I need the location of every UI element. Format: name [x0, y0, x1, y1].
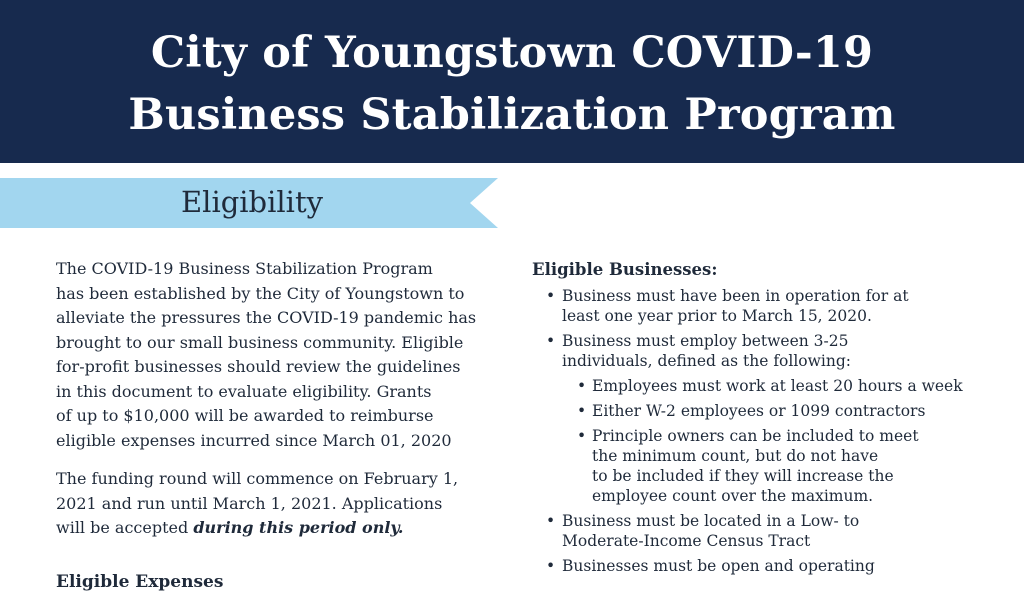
list-item-line: employee count over the maximum. [592, 487, 874, 505]
section-ribbon [0, 178, 498, 228]
list-item-line: individuals, defined as the following: [562, 352, 851, 370]
list-item-line: Business must be located in a Low- to [562, 512, 860, 530]
sub-list-item [532, 401, 1002, 421]
funding-line: The funding round will commence on February 1, [56, 469, 459, 488]
intro-line: alleviate the pressures the COVID-19 pandemic has [56, 308, 477, 327]
funding-line-start: will be accepted [56, 518, 194, 537]
bullet-icon: • [577, 402, 587, 420]
intro-line: eligible expenses incurred since March 01, 2020 [56, 430, 452, 450]
funding-paragraph [56, 467, 501, 541]
list-item-line: Employees must work at least 20 hours a week [592, 377, 963, 395]
list-item-line: least one year prior to March 15, 2020. [562, 307, 872, 325]
sub-list-item [532, 376, 1002, 396]
eligible-expenses-heading: Eligible Expenses [56, 572, 224, 592]
intro-column [56, 257, 501, 555]
intro-line: brought to our small business community. Eligible [56, 332, 464, 352]
intro-paragraph [56, 257, 501, 453]
bullet-icon: • [546, 287, 556, 305]
intro-line: of up to $10,000 will be awarded to reimburse [56, 406, 434, 425]
funding-line: 2021 and run until March 1, 2021. Applications [56, 493, 443, 513]
bullet-icon: • [577, 377, 587, 395]
list-item-line: to be included if they will increase the [592, 467, 894, 485]
title-line-1: City of Youngstown COVID-19 [150, 28, 874, 78]
bullet-icon: • [546, 332, 556, 350]
list-item-line: Business must employ between 3-25 [562, 332, 849, 350]
bullet-icon: • [577, 427, 587, 445]
section-heading-eligibility: Eligibility [181, 185, 323, 219]
eligible-businesses-heading: Eligible Businesses: [532, 260, 718, 279]
bullet-icon: • [546, 512, 556, 530]
funding-emphasis: during this period only. [193, 518, 404, 537]
bullet-icon: • [546, 557, 556, 575]
list-item [532, 331, 1002, 371]
list-item-line: Businesses must be open and operating [562, 557, 875, 575]
list-item-line: Principle owners can be included to meet [592, 427, 919, 445]
list-item-line: Moderate-Income Census Tract [562, 532, 811, 550]
list-item [532, 556, 1002, 576]
title-line-2: Business Stabilization Program [128, 90, 896, 140]
list-item-line: the minimum count, but do not have [592, 447, 879, 465]
list-item [532, 286, 1002, 326]
list-item-line: Business must have been in operation for at [562, 287, 909, 305]
intro-line: in this document to evaluate eligibility. Grants [56, 381, 432, 401]
list-item [532, 511, 1002, 551]
eligible-businesses-column [532, 258, 1002, 581]
list-item-line: Either W-2 employees or 1099 contractors [592, 402, 926, 420]
intro-line: The COVID-19 Business Stabilization Program [56, 259, 433, 278]
funding-line [56, 516, 501, 541]
sub-list-item [532, 426, 1002, 506]
intro-line: for-profit businesses should review the guidelines [56, 357, 461, 376]
intro-line: has been established by the City of Youngstown to [56, 283, 465, 303]
title-banner [0, 0, 1024, 163]
